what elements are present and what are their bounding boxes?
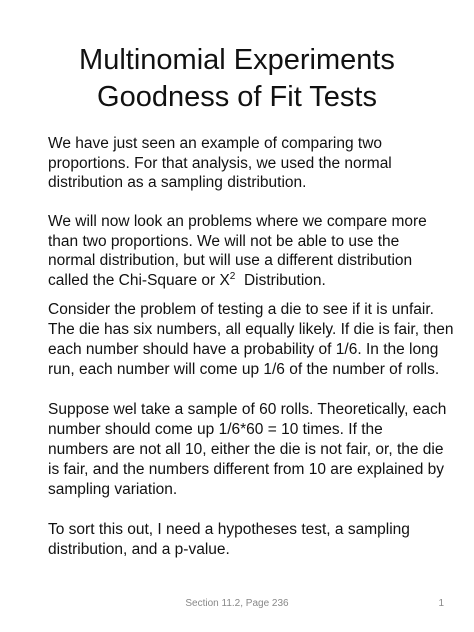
text-line: than two proportions. We will not be able to use the bbox=[48, 232, 400, 250]
chi-square-prefix: called the Chi-Square or X bbox=[48, 271, 230, 289]
title-line-2: Goodness of Fit Tests bbox=[97, 81, 377, 113]
text-line: sampling variation. bbox=[48, 481, 178, 498]
title-line-1: Multinomial Experiments bbox=[79, 44, 395, 76]
superscript-two: 2 bbox=[229, 270, 236, 282]
chi-square-suffix: Distribution. bbox=[235, 271, 326, 289]
page-number: 1 bbox=[438, 598, 444, 609]
text-line: Consider the problem of testing a die to see if it is unfair. bbox=[48, 301, 434, 318]
text-line: The die has six numbers, all equally likely. If die is fair, then bbox=[48, 321, 454, 338]
text-line: proportions. For that analysis, we used the normal bbox=[48, 154, 392, 172]
text-line: run, each number will come up 1/6 of the number of rolls. bbox=[48, 361, 440, 378]
paragraph-die-problem bbox=[48, 300, 458, 380]
text-block-die bbox=[48, 300, 458, 580]
text-line: We will now look an problems where we compare more bbox=[48, 213, 427, 230]
text-line bbox=[48, 271, 438, 291]
text-line: numbers are not all 10, either the die is not fair, or, the die bbox=[48, 441, 444, 458]
text-line: distribution as a sampling distribution. bbox=[48, 174, 307, 191]
text-line: distribution, and a p-value. bbox=[48, 541, 230, 558]
paragraph-intro bbox=[48, 134, 438, 193]
paragraph-chi-square bbox=[48, 212, 438, 290]
text-line: each number should have a probability of 1/6. In the long bbox=[48, 341, 439, 358]
text-line: is fair, and the numbers different from 10 are explained by bbox=[48, 461, 445, 478]
text-line: normal distribution, but will use a different distribution bbox=[48, 252, 413, 269]
text-line: To sort this out, I need a hypotheses test, a sampling bbox=[48, 521, 410, 538]
text-line: Suppose wel take a sample of 60 rolls. Theoretically, each bbox=[48, 401, 447, 418]
text-line: We have just seen an example of comparing two bbox=[48, 135, 383, 152]
text-line: number should come up 1/6*60 = 10 times. If the bbox=[48, 421, 383, 438]
text-block-intro bbox=[48, 134, 438, 310]
slide-title bbox=[0, 42, 474, 116]
paragraph-sample bbox=[48, 400, 458, 500]
footer-reference: Section 11.2, Page 236 bbox=[185, 598, 289, 609]
paragraph-conclusion bbox=[48, 520, 458, 560]
